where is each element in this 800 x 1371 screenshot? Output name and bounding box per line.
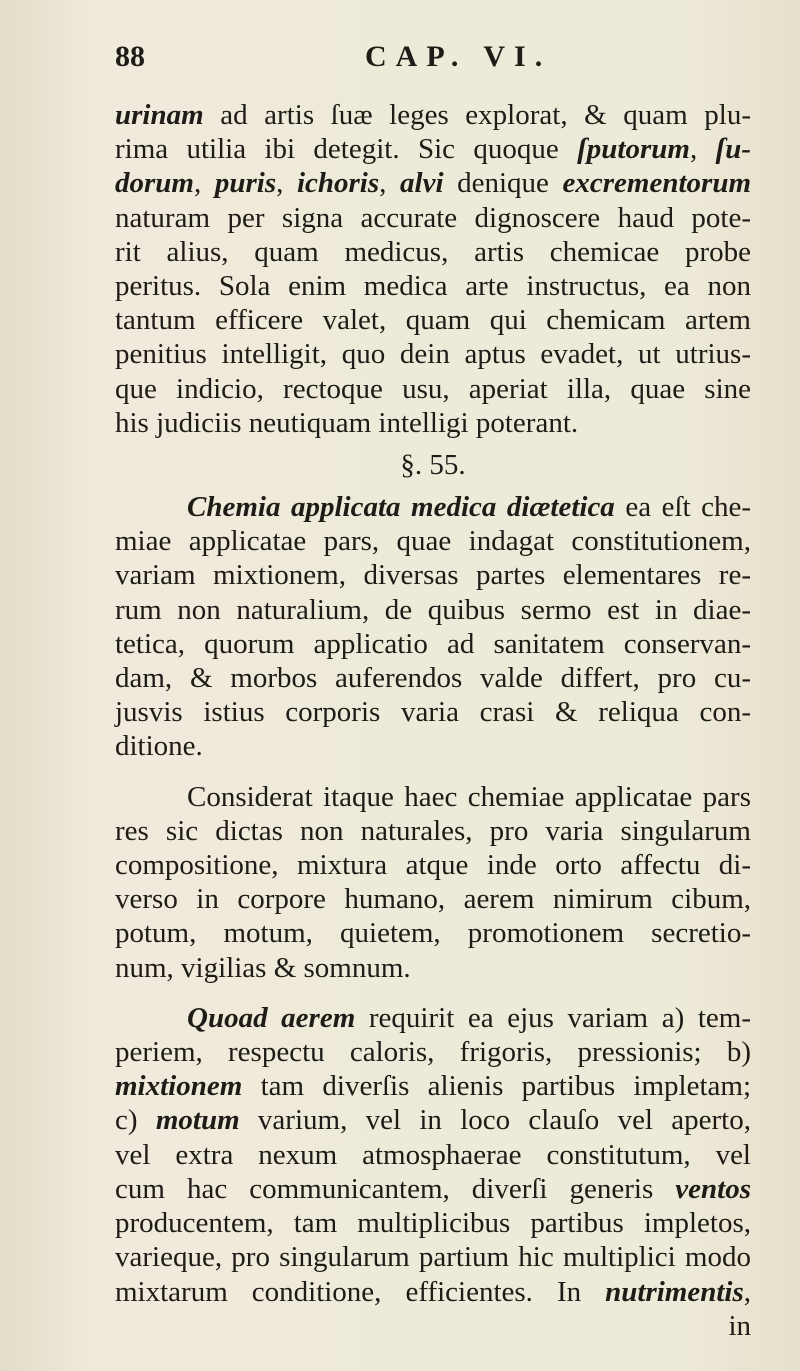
text-line: ditione.	[115, 730, 203, 763]
emph-word: dorum	[115, 167, 194, 200]
text-line: verso in corpore humano, aerem nimirum cibum,	[115, 883, 751, 916]
text-line: tantum efficere valet, quam qui chemicam artem	[115, 304, 751, 337]
text-line: rum non naturalium, de quibus sermo est in diae-	[115, 593, 751, 626]
text-line: jusvis istius corporis varia crasi & reliqua con-	[115, 696, 751, 729]
text-line: Considerat itaque haec chemiae applicatae pars	[187, 780, 751, 813]
text-line: que indicio, rectoque usu, aperiat illa, quae sine	[115, 372, 751, 405]
text-line: compositione, mixtura atque inde orto affectu di-	[115, 849, 751, 882]
emph-word: excrementorum	[562, 167, 752, 200]
text-line: cum hac communicantem, diverſi generis ventos	[115, 1172, 751, 1205]
text-line: rit alius, quam medicus, artis chemicae probe	[115, 235, 751, 268]
text-line: tetica, quorum applicatio ad sanitatem conservan-	[115, 627, 751, 660]
text-line: c) motum varium, vel in loco clauſo vel aperto,	[115, 1104, 751, 1137]
paragraph-gap	[115, 985, 751, 1001]
emph-word: motum	[155, 1104, 240, 1137]
emph-word: urinam	[115, 99, 204, 131]
text-line: miae applicatae pars, quae indagat constitutionem,	[115, 525, 751, 558]
text-line: urinam ad artis ſuæ leges explorat, & quam plu-	[115, 99, 751, 131]
text-line: vel extra nexum atmosphaerae constitutum, vel	[115, 1138, 751, 1171]
running-header	[115, 40, 730, 80]
page-number: 88	[115, 40, 145, 73]
text-line: penitius intelligit, quo dein aptus evadet, ut utrius-	[115, 338, 751, 371]
emph-word: nutrimentis	[605, 1275, 744, 1308]
text-line: varieque, pro singularum partium hic multiplici modo	[115, 1241, 751, 1274]
emph-word: ichoris	[296, 167, 380, 200]
emph-word: mixtionem	[115, 1070, 243, 1103]
emph-word: puris	[214, 167, 277, 200]
text-line: rima utilia ibi detegit. Sic quoque ſputorum, ſu-	[115, 133, 751, 166]
text-line: num, vigilias & somnum.	[115, 951, 411, 984]
text-line: mixtionem tam diverſis alienis partibus impletam;	[115, 1070, 751, 1103]
text-line: Chemia applicata medica diætetica ea eſt che-	[187, 491, 751, 524]
emph-word: alvi	[400, 167, 444, 200]
text-line: variam mixtionem, diversas partes elementares re-	[115, 559, 751, 592]
text-line: dorum, puris, ichoris, alvi denique excrementorum	[115, 167, 752, 200]
emph-word: ſputorum	[577, 133, 690, 166]
text-line: periem, respectu caloris, frigoris, pressionis; b)	[115, 1036, 751, 1069]
text-line: res sic dictas non naturales, pro varia singularum	[115, 814, 751, 847]
text-line: potum, motum, quietem, promotionem secretio-	[115, 917, 751, 950]
page-body	[115, 98, 751, 1343]
text-line: his judiciis neutiquam intelligi poterant.	[115, 406, 579, 439]
emph-word: Chemia applicata medica diætetica	[187, 491, 615, 524]
section-number: §. 55.	[400, 449, 466, 482]
catchword: in	[728, 1309, 751, 1342]
paragraph-gap	[115, 764, 751, 780]
text-line: Quoad aerem requirit ea ejus variam a) tem-	[187, 1001, 751, 1034]
text-line: naturam per signa accurate dignoscere haud pote-	[115, 201, 751, 234]
text-line: producentem, tam multiplicibus partibus impletos,	[115, 1207, 751, 1240]
emph-word: ſu-	[715, 133, 751, 166]
emph-word: ventos	[675, 1172, 751, 1205]
emph-word: Quoad aerem	[187, 1001, 356, 1034]
text-line: peritus. Sola enim medica arte instructus, ea non	[115, 270, 751, 303]
text-line: dam, & morbos auferendos valde differt, pro cu-	[115, 662, 751, 695]
chapter-title: CAP. VI.	[365, 40, 552, 73]
text-line: mixtarum conditione, efficientes. In nutrimentis,	[115, 1275, 751, 1308]
